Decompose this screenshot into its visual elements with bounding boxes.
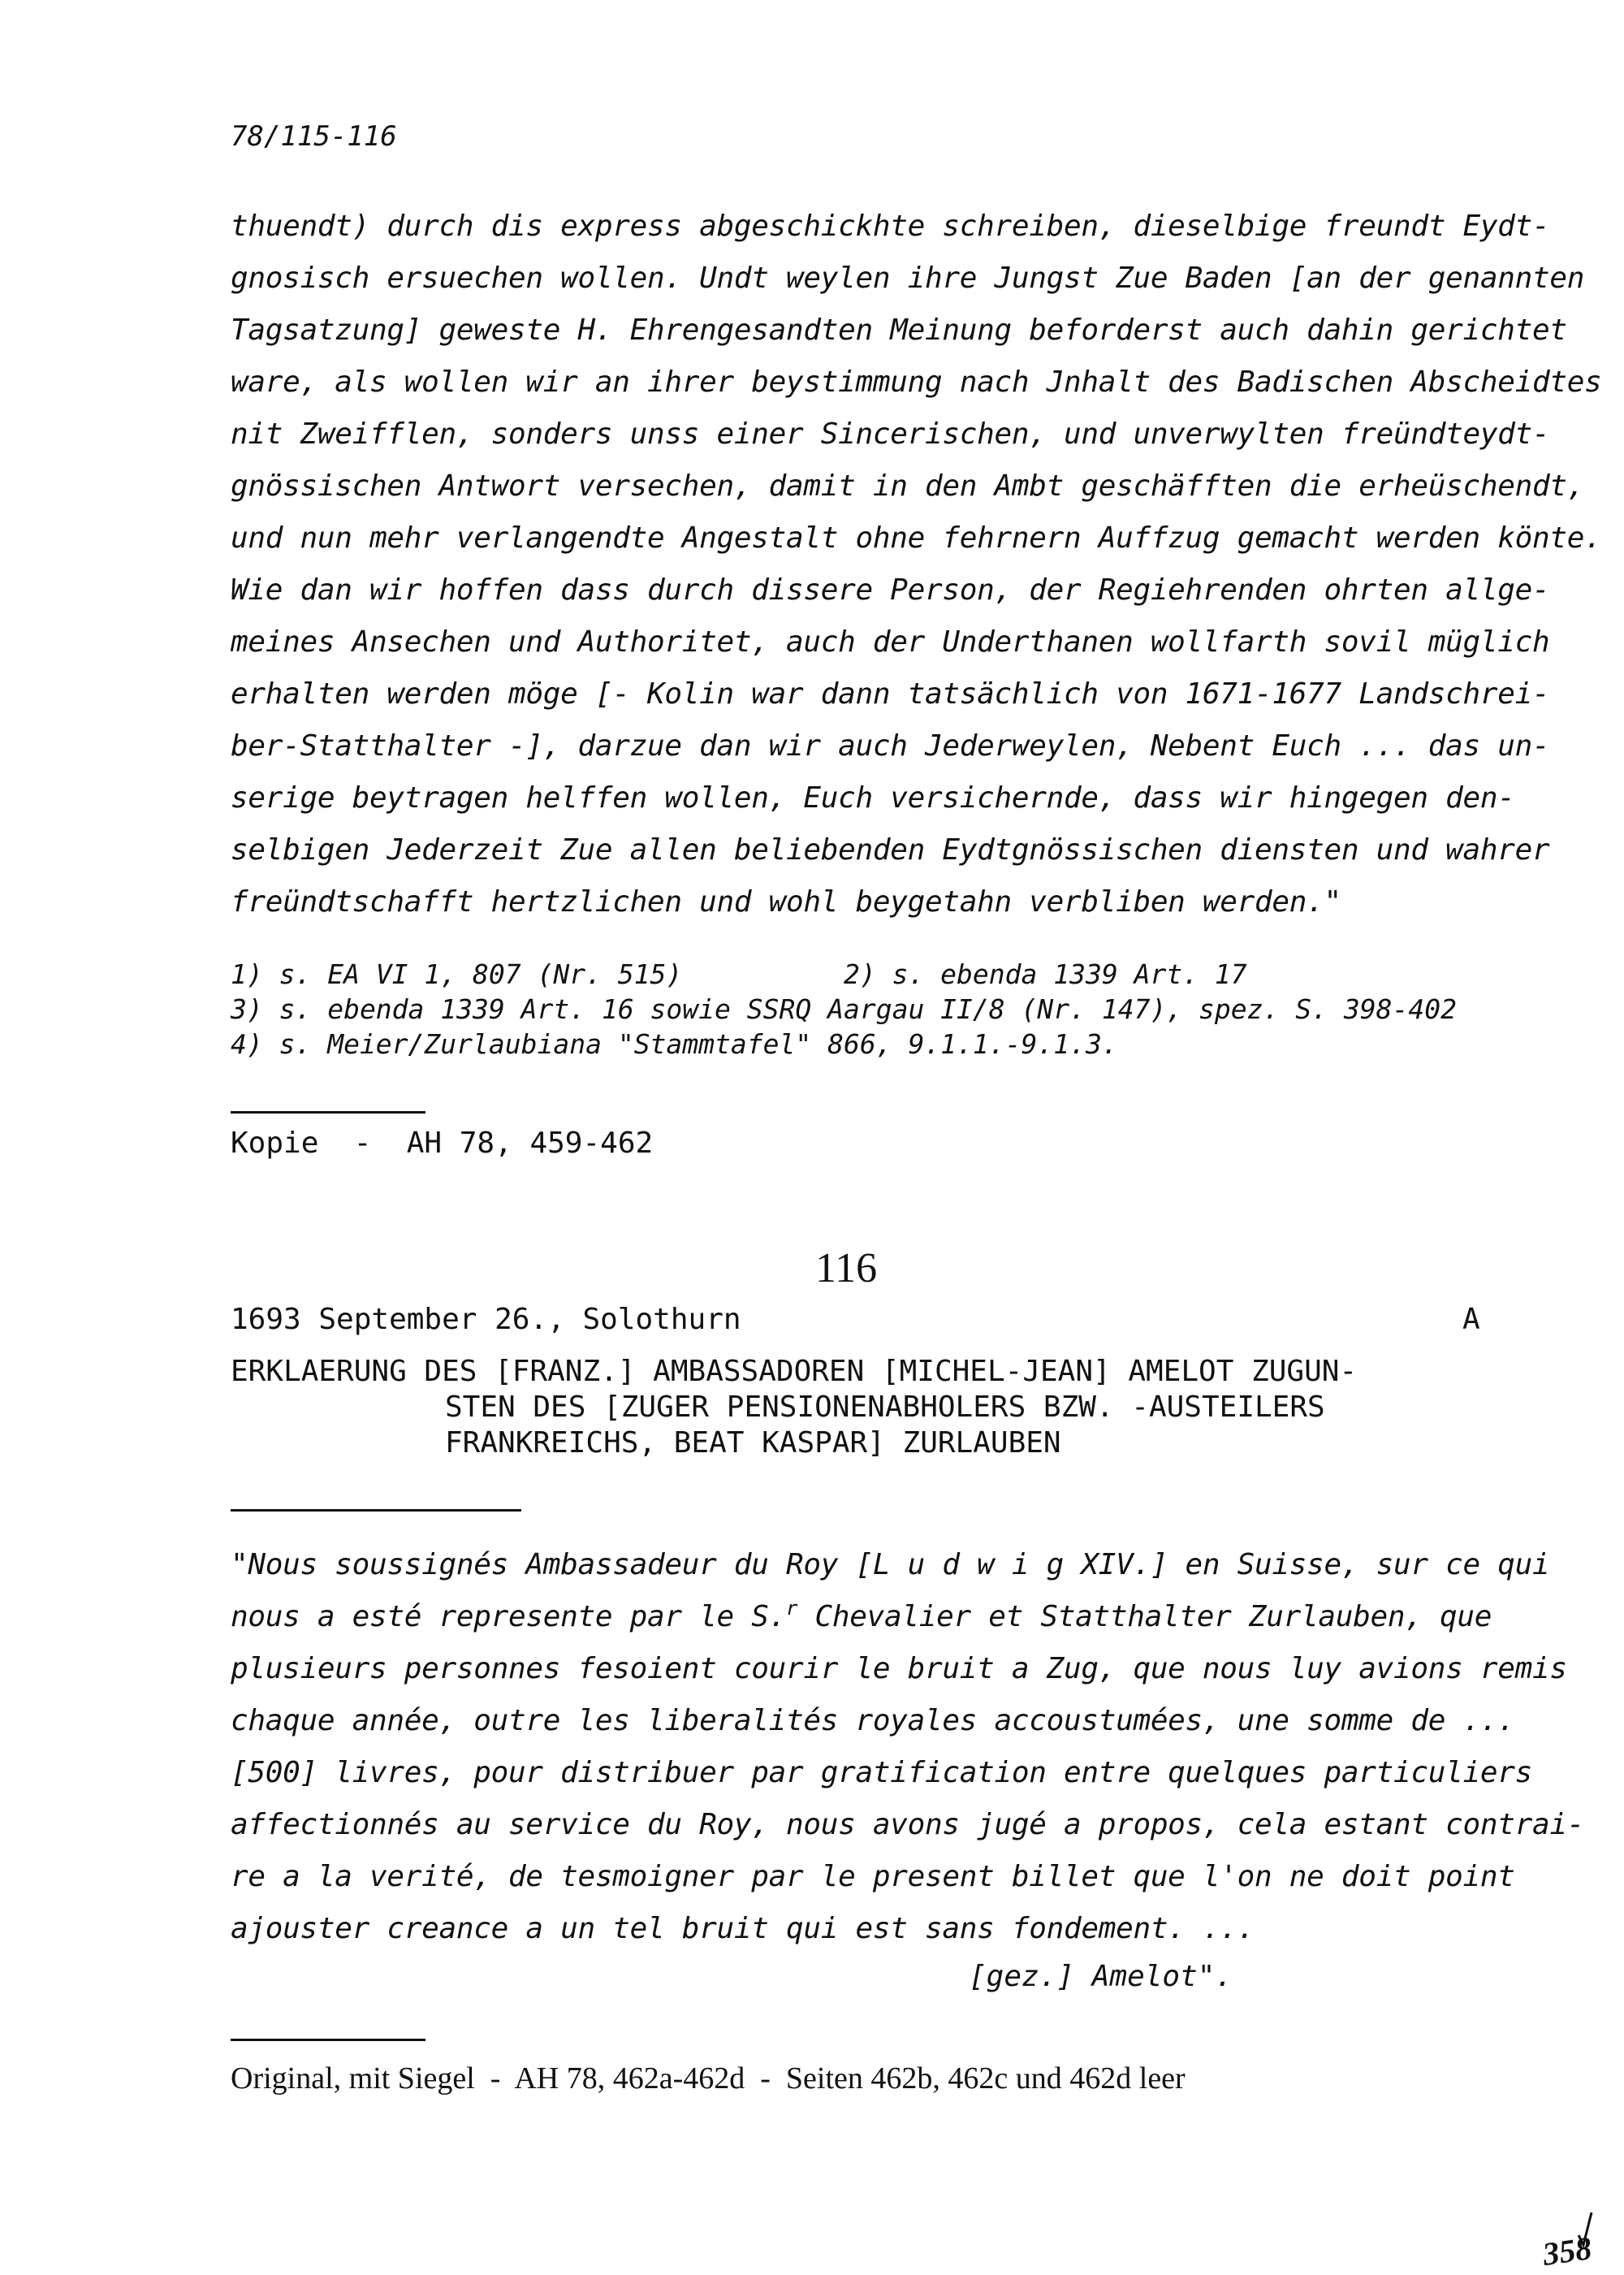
document-number: 116 — [815, 1245, 878, 1291]
text-line: erhalten werden möge [- Kolin war dann tatsächlich von 1671-1677 Landschrei- — [231, 677, 1550, 711]
text-line: plusieurs personnes fesoient courir le bruit a Zug, que nous luy avions remis — [231, 1652, 1567, 1685]
footnote-line: 4) s. Meier/Zurlaubiana "Stammtafel" 866, 9.1.1.-9.1.3. — [231, 1028, 1118, 1060]
source-note: Kopie - AH 78, 459-462 — [231, 1127, 654, 1160]
text-line: ware, als wollen wir an ihrer beystimmung nach Jnhalt des Badischen Abscheidtes — [231, 365, 1602, 399]
text-line: nit Zweifflen, sonders unss einer Sincerischen, und unverwylten freündteydt- — [231, 417, 1550, 451]
text-line: meines Ansechen und Authoritet, auch der Underthanen wollfarth sovil müglich — [231, 625, 1550, 659]
heading-line: ERKLAERUNG DES [FRANZ.] AMBASSADOREN [MICHEL-JEAN] AMELOT ZUGUN- — [231, 1355, 1358, 1388]
page-reference: 78/115-116 — [231, 120, 397, 153]
text-line: ber-Statthalter -], darzue dan wir auch Jederweylen, Nebent Euch ... das un- — [231, 729, 1550, 763]
text-line: Wie dan wir hoffen dass durch dissere Person, der Regiehrenden ohrten allge- — [231, 573, 1550, 607]
divider — [231, 1111, 425, 1114]
text-line: selbigen Jederzeit Zue allen beliebenden Eydtgnössischen diensten und wahrer — [231, 833, 1550, 867]
text-line: re a la verité, de tesmoigner par le present billet que l'on ne doit point — [231, 1860, 1515, 1893]
heading-line: STEN DES [ZUGER PENSIONENABHOLERS BZW. -AUSTEILERS — [445, 1391, 1325, 1424]
text-line: Tagsatzung] geweste H. Ehrengesandten Meinung beforderst auch dahin gerichtet — [231, 314, 1567, 347]
divider — [231, 1509, 521, 1512]
text-line: ajouster creance a un tel bruit qui est sans fondement. ... — [231, 1912, 1255, 1945]
text-line — [231, 1597, 1492, 1633]
text-line: affectionnés au service du Roy, nous avons jugé a propos, cela estant contrai- — [231, 1808, 1585, 1841]
heading-line: FRANKREICHS, BEAT KASPAR] ZURLAUBEN — [445, 1426, 1061, 1460]
divider — [231, 2039, 425, 2041]
folio-number: 358 — [1540, 2230, 1594, 2273]
text-line: thuendt) durch dis express abgeschickhte schreiben, dieselbige freundt Eydt- — [231, 210, 1550, 243]
text-line: freündtschafft hertzlichen und wohl beygetahn verbliben werden." — [231, 885, 1341, 919]
document-letter: A — [1462, 1303, 1480, 1336]
source-note: Original, mit Siegel - AH 78, 462a-462d - Seiten 462b, 462c und 462d leer — [231, 2061, 1186, 2096]
dateline: 1693 September 26., Solothurn — [231, 1303, 741, 1336]
text-line: serige beytragen helffen wollen, Euch versichernde, dass wir hingegen den- — [231, 781, 1515, 815]
text-line: "Nous soussignés Ambassadeur du Roy [L u d w i g XIV.] en Suisse, sur ce qui — [231, 1548, 1550, 1581]
signature: [gez.] Amelot". — [969, 1960, 1233, 1993]
text-span: Chevalier et Statthalter Zurlauben, que — [797, 1600, 1492, 1633]
footnote-line: 1) s. EA VI 1, 807 (Nr. 515) 2) s. ebenda 1339 Art. 17 — [231, 958, 1247, 990]
text-line: chaque année, outre les liberalités royales accoustumées, une somme de ... — [231, 1704, 1515, 1737]
superscript: r — [785, 1597, 798, 1620]
text-line: gnosisch ersuechen wollen. Undt weylen ihre Jungst Zue Baden [an der genannten — [231, 262, 1585, 295]
text-line: [500] livres, pour distribuer par gratification entre quelques particuliers — [231, 1756, 1533, 1789]
footnote-line: 3) s. ebenda 1339 Art. 16 sowie SSRQ Aargau II/8 (Nr. 147), spez. S. 398-402 — [231, 993, 1457, 1025]
text-line: gnössischen Antwort versechen, damit in den Ambt geschäfften die erheüschendt, — [231, 469, 1585, 503]
text-span: nous a esté represente par le S. — [231, 1600, 786, 1633]
text-line: und nun mehr verlangendte Angestalt ohne fehrnern Auffzug gemacht werden könte. — [231, 521, 1602, 555]
